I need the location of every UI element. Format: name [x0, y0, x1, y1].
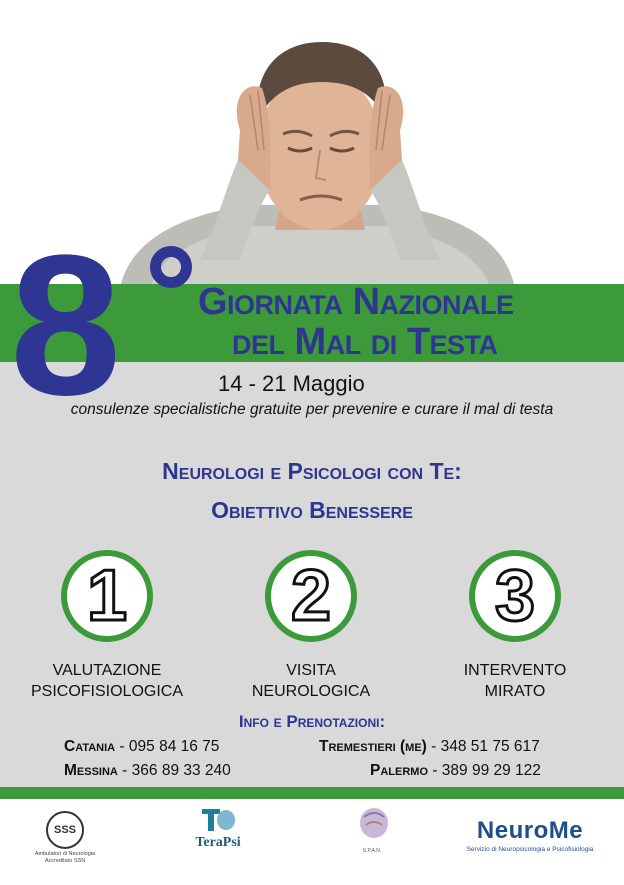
contact-palermo: Palermo - 389 99 29 122: [370, 762, 541, 779]
neurome-logo: [460, 817, 600, 853]
ssn-seal-icon: SSS: [46, 811, 84, 849]
contact-city: Palermo: [370, 762, 429, 779]
step-1-number: 1: [86, 556, 128, 636]
step-1-label-line-1: VALUTAZIONE: [52, 662, 162, 679]
step-3-label: [430, 660, 600, 702]
step-3-label-line-2: MIRATO: [484, 683, 546, 700]
step-1-label: [22, 660, 192, 702]
ssn-caption: Ambulatori di Neurologia Accreditato SSN: [34, 851, 96, 864]
contact-tremestieri: Tremestieri (me) - 348 51 75 617: [319, 738, 540, 755]
step-2-number: 2: [290, 556, 332, 636]
step-2-label-line-1: VISITA: [286, 662, 336, 679]
step-1-circle: [61, 550, 153, 642]
title-line-1: Giornata Nazionale: [198, 281, 514, 323]
step-3-circle: [469, 550, 561, 642]
contact-city: Messina: [64, 762, 118, 779]
terapsi-logo: [178, 807, 258, 851]
contact-phone: 389 99 29 122: [441, 762, 541, 779]
step-1-label-line-2: PSICOFISIOLOGICA: [30, 683, 184, 700]
degree-symbol: [150, 246, 192, 288]
neurome-caption: Servizio di Neuropsicologia e Psicofisiologia: [466, 846, 594, 853]
headline-line-2: Obiettivo Benessere: [211, 497, 413, 523]
headline-line-1: Neurologi e Psicologi con Te:: [162, 458, 462, 484]
ssn-logo: [30, 811, 100, 865]
step-3-label-line-1: INTERVENTO: [463, 662, 567, 679]
contact-phone: 366 89 33 240: [131, 762, 231, 779]
terapsi-name: TeraPsi: [195, 835, 241, 850]
contact-city: Tremestieri (me): [319, 738, 427, 755]
event-dates: 14 - 21 Maggio: [218, 371, 365, 396]
step-3-number: 3: [494, 556, 536, 636]
step-1: [22, 550, 192, 702]
contact-messina: Messina - 366 89 33 240: [64, 762, 231, 779]
span-logo: [336, 805, 408, 854]
contact-phone: 348 51 75 617: [440, 738, 540, 755]
contact-city: Catania: [64, 738, 116, 755]
edition-number: 8: [10, 214, 118, 437]
contact-catania: Catania - 095 84 16 75: [64, 738, 220, 755]
event-subtitle: consulenze specialistiche gratuite per prevenire e curare il mal di testa: [70, 401, 554, 418]
sponsor-logos: [0, 799, 624, 885]
span-caption: S.P.A.N.: [362, 848, 382, 854]
neurome-name: NeuroMe: [476, 817, 584, 844]
step-2-label: [226, 660, 396, 702]
step-3: [430, 550, 600, 702]
step-2-label-line-2: NEUROLOGICA: [251, 683, 371, 700]
brain-head-icon: [352, 805, 392, 843]
bottom-green-bar: [0, 787, 624, 799]
title-line-2: del Mal di Testa: [232, 321, 498, 363]
step-2-circle: [265, 550, 357, 642]
info-title: Info e Prenotazioni:: [238, 712, 386, 731]
terapsi-mark-icon: [198, 807, 238, 833]
contact-phone: 095 84 16 75: [128, 738, 220, 755]
step-2: [226, 550, 396, 702]
